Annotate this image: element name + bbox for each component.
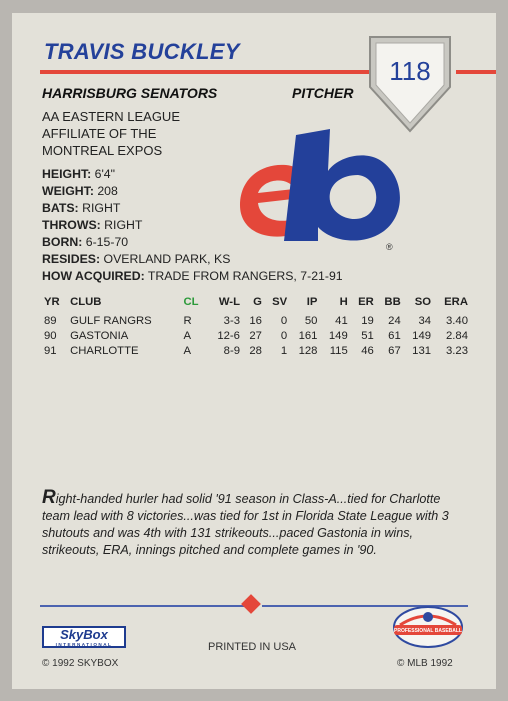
skybox-logo-text: SkyBox xyxy=(60,627,108,642)
col-yr: YR xyxy=(44,296,60,308)
registered-mark: ® xyxy=(386,242,393,252)
bio-resides: RESIDES: OVERLAND PARK, KS xyxy=(42,252,231,266)
header-rule-right xyxy=(456,70,496,74)
col-h: H xyxy=(339,296,348,308)
affiliation-line: MONTREAL EXPOS xyxy=(42,143,163,158)
bio-throws: THROWS: RIGHT xyxy=(42,218,143,232)
copyright-mlb: © MLB 1992 xyxy=(397,658,453,669)
pb-logo-text: PROFESSIONAL BASEBALL xyxy=(394,628,462,634)
printed-in-usa: PRINTED IN USA xyxy=(208,641,297,653)
baseball-card-back xyxy=(12,13,496,689)
col-club: CLUB xyxy=(70,296,102,308)
diamond-icon xyxy=(241,594,261,614)
card-number: 118 xyxy=(389,56,431,86)
story-text: ight-handed hurler had solid '91 season in Class-A...tied for Charlotte team lead with 8 victories...was tied for 1st in Florida State League with 3 shutouts and was 4th with 131 strikeouts...paced Gastonia in wins, strikeouts, ERA, innings pitched and complete games in '90. xyxy=(42,492,449,557)
stats-header-row xyxy=(42,296,470,314)
home-plate-icon xyxy=(362,35,458,135)
expos-logo xyxy=(238,123,408,258)
player-story xyxy=(42,487,462,559)
col-bb: BB xyxy=(384,296,401,308)
bio-acquired: HOW ACQUIRED: TRADE FROM RANGERS, 7-21-91 xyxy=(42,269,343,283)
col-era: ERA xyxy=(444,296,468,308)
bio-bats: BATS: RIGHT xyxy=(42,201,121,215)
story-dropcap: R xyxy=(42,487,56,508)
team-name: HARRISBURG SENATORS xyxy=(42,85,218,101)
bio-height: HEIGHT: 6'4" xyxy=(42,167,116,181)
col-sv: SV xyxy=(272,296,288,308)
header-rule xyxy=(40,70,370,74)
col-er: ER xyxy=(358,296,374,308)
table-row: 89 GULF RANGRS R 3-3 16 0 50 41 19 24 34 3.40 xyxy=(44,315,468,327)
stats-table xyxy=(42,296,470,359)
col-wl: W-L xyxy=(218,296,240,308)
table-row: 91 CHARLOTTE A 8-9 28 1 128 115 46 67 131 3.23 xyxy=(44,345,468,357)
col-ip: IP xyxy=(306,296,318,308)
professional-baseball-logo xyxy=(390,603,466,653)
player-name: TRAVIS BUCKLEY xyxy=(44,39,240,64)
bio-weight: WEIGHT: 208 xyxy=(42,184,118,198)
footer-rule-left xyxy=(40,605,245,607)
col-g: G xyxy=(253,296,262,308)
league-affiliation xyxy=(42,108,242,159)
col-so: SO xyxy=(414,296,432,308)
bio-born: BORN: 6-15-70 xyxy=(42,235,129,249)
skybox-logo xyxy=(42,626,126,648)
col-cl: CL xyxy=(183,296,199,308)
affiliation-line: AA EASTERN LEAGUE xyxy=(42,109,180,124)
affiliation-line: AFFILIATE OF THE xyxy=(42,126,157,141)
player-position: PITCHER xyxy=(292,85,354,101)
copyright-skybox: © 1992 SKYBOX xyxy=(42,658,119,669)
table-row: 90 GASTONIA A 12-6 27 0 161 149 51 61 149 2.84 xyxy=(44,330,468,342)
skybox-logo-subtext: INTERNATIONAL xyxy=(55,642,113,647)
